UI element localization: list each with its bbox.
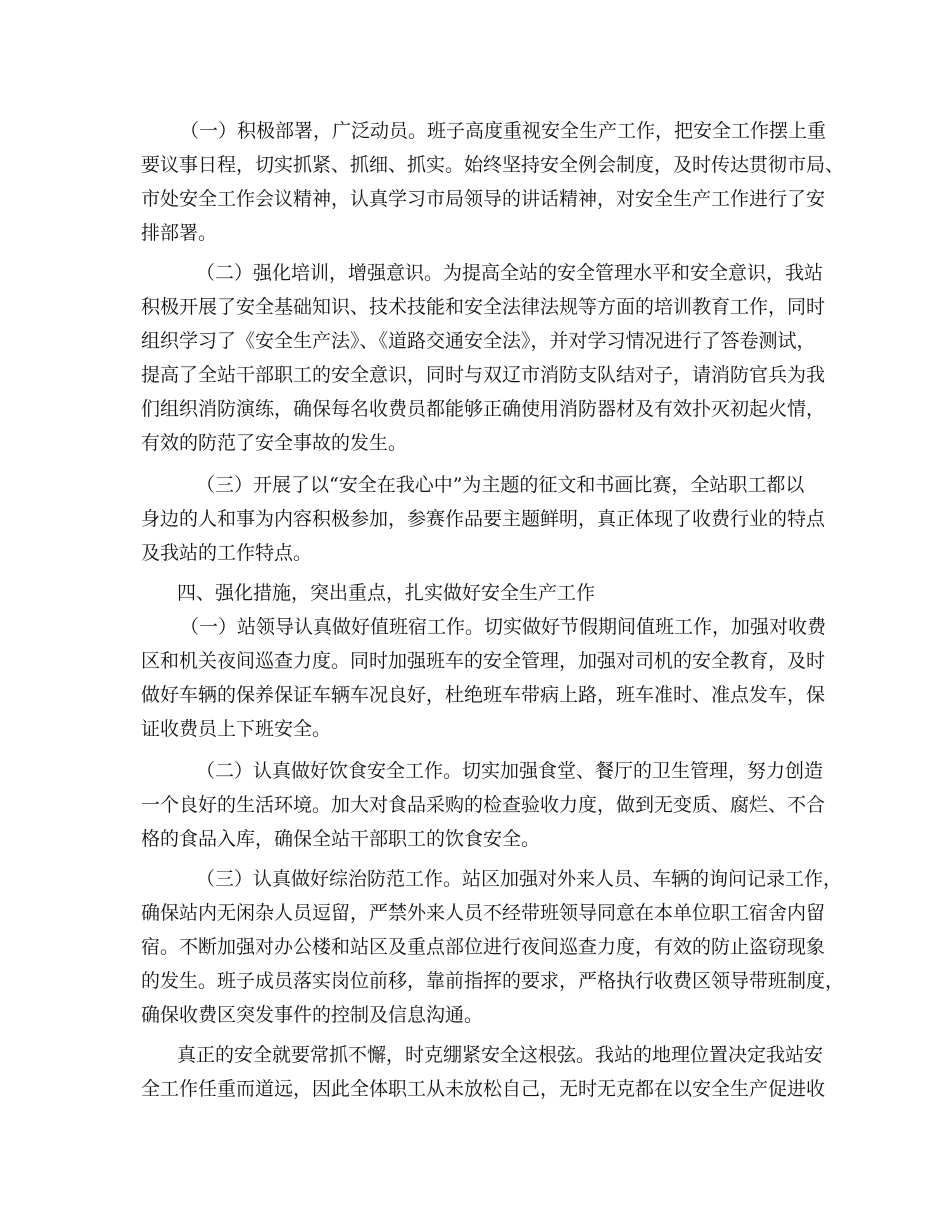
text-line: 全工作任重而道远，因此全体职工从未放松自己，无时无克都在以安全生产促进收 bbox=[141, 1078, 826, 1100]
text-line: 格的食品入库，确保全站干部职工的饮食安全。 bbox=[141, 828, 541, 850]
text-line: 的发生。班子成员落实岗位前移，靠前指挥的要求，严格执行收费区领导带班制度， bbox=[141, 970, 845, 992]
text-line: 确保站内无闲杂人员逗留，严禁外来人员不经带班领导同意在本单位职工宿舍内留 bbox=[141, 902, 826, 924]
text-line: （三）认真做好综治防范工作。站区加强对外来人员、车辆的询问记录工作， bbox=[196, 868, 843, 890]
text-line: 确保收费区突发事件的控制及信息沟通。 bbox=[141, 1004, 484, 1026]
text-line: 宿。不断加强对办公楼和站区及重点部位进行夜间巡查力度，有效的防止盗窃现象 bbox=[141, 936, 826, 958]
text-line: （一）站领导认真做好值班宿工作。切实做好节假期间值班工作，加强对收费 bbox=[180, 616, 827, 638]
text-line: 积极开展了安全基础知识、技术技能和安全法律法规等方面的培训教育工作，同时 bbox=[141, 296, 826, 318]
text-line: 真正的安全就要常抓不懈，时克绷紧安全这根弦。我站的地理位置决定我站安 bbox=[177, 1044, 824, 1066]
text-line: 身边的人和事为内容积极参加，参赛作品要主题鲜明，真正体现了收费行业的特点 bbox=[141, 508, 826, 530]
text-line: 一个良好的生活环境。加大对食品采购的检查验收力度，做到无变质、腐烂、不合 bbox=[141, 794, 826, 816]
text-line: 组织学习了《安全生产法》、《道路交通安全法》，并对学习情况进行了答卷测试， bbox=[141, 330, 816, 352]
section-heading: 四、强化措施，突出重点，扎实做好安全生产工作 bbox=[177, 582, 596, 604]
text-line: 排部署。 bbox=[141, 222, 218, 244]
text-line: 证收费员上下班安全。 bbox=[141, 718, 332, 740]
text-line: 有效的防范了安全事故的发生。 bbox=[141, 432, 408, 454]
text-line: （一）积极部署，广泛动员。班子高度重视安全生产工作，把安全工作摆上重 bbox=[180, 120, 827, 142]
text-line: 提高了全站干部职工的安全意识，同时与双辽市消防支队结对子，请消防官兵为我 bbox=[141, 364, 826, 386]
text-line: 市处安全工作会议精神，认真学习市局领导的讲话精神，对安全生产工作进行了安 bbox=[141, 188, 826, 210]
text-line: 做好车辆的保养保证车辆车况良好，杜绝班车带病上路，班车准时、准点发车，保 bbox=[141, 684, 826, 706]
text-line: 区和机关夜间巡查力度。同时加强班车的安全管理，加强对司机的安全教育，及时 bbox=[141, 650, 826, 672]
text-line: （二）认真做好饮食安全工作。切实加强食堂、餐厅的卫生管理，努力创造 bbox=[196, 760, 824, 782]
text-line: 们组织消防演练，确保每名收费员都能够正确使用消防器材及有效扑灭初起火情， bbox=[141, 398, 826, 420]
text-line: 要议事日程，切实抓紧、抓细、抓实。始终坚持安全例会制度，及时传达贯彻市局、 bbox=[141, 154, 845, 176]
text-line: （三）开展了以“安全在我心中”为主题的征文和书画比赛，全站职工都以 bbox=[196, 474, 805, 496]
text-line: 及我站的工作特点。 bbox=[141, 542, 313, 564]
text-line: （二）强化培训，增强意识。为提高全站的安全管理水平和安全意识，我站 bbox=[196, 262, 824, 284]
